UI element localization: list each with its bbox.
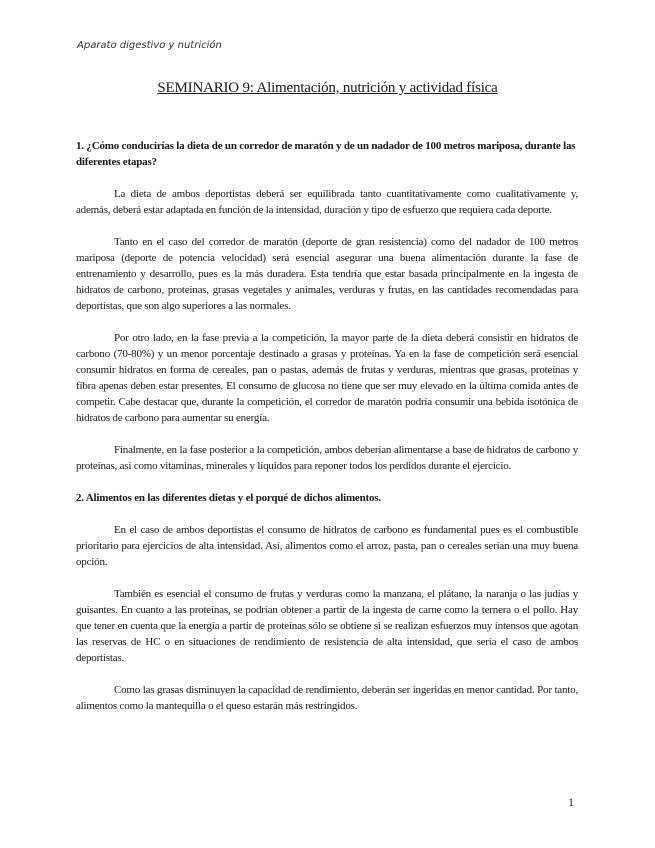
- section-2-paragraph: También es esencial el consumo de frutas y verduras como la manzana, el plátano, la naranja o las judías y guisantes. En cuanto a las proteínas, se podrían obtener a partir de la ingesta de carne como la ternera o el pollo. Hay que tener en cuenta que la energía a partir de proteínas sólo se obtiene si se realizan esfuerzos muy intensos que agotan las reservas de HC o en situaciones de rendimiento de resistencia de alta intensidad, que sería el caso de ambos deportistas.: [76, 588, 578, 664]
- section-1-heading: 1. ¿Cómo conducirías la dieta de un corredor de maratón y de un nadador de 100 metros mariposa, durante las diferentes etapas?: [76, 140, 576, 168]
- section-1-paragraph: Tanto en el caso del corredor de maratón (deporte de gran resistencia) como del nadador de 100 metros mariposa (deporte de potencia velocidad) será esencial asegurar una buena alimentación durante la fase de entrenamiento y desarrollo, pues es la más duradera. Esta tendría que estar basada principalmente en la ingesta de hidratos de carbono, proteínas, grasas vegetales y animales, verduras y frutas, en las cantidades recomendadas para deportistas, que son algo superiores a las normales.: [76, 236, 578, 312]
- section-2-heading: 2. Alimentos en las diferentes dietas y el porqué de dichos alimentos.: [76, 492, 381, 504]
- document-title: SEMINARIO 9: Alimentación, nutrición y actividad física: [157, 80, 498, 96]
- page-number: 1: [568, 795, 574, 809]
- section-1-paragraph: Finalmente, en la fase posterior a la competición, ambos deberían alimentarse a base de hidratos de carbono y proteínas, así como vitaminas, minerales y líquidos para reponer todos los perdidos durante el ejercicio.: [76, 444, 578, 472]
- running-header: Aparato digestivo y nutrición: [77, 40, 222, 51]
- document-body: [76, 138, 578, 730]
- section-2-paragraph: En el caso de ambos deportistas el consumo de hidratos de carbono es fundamental pues es el combustible prioritario para ejercicios de alta intensidad. Así, alimentos como el arroz, pasta, pan o cereales serían una muy buena opción.: [76, 524, 578, 568]
- section-1-paragraph: Por otro lado, en la fase previa a la competición, la mayor parte de la dieta deberá consistir en hidratos de carbono (70-80%) y un menor porcentaje destinado a grasas y proteínas. Ya en la fase de competición será esencial consumir hidratos en forma de cereales, pan o pastas, además de frutas y verduras, mientras que grasas, proteínas y fibra apenas deben estar presentes. El consumo de glucosa no tiene que ser muy elevado en la última comida antes de competir. Cabe destacar que, durante la competición, el corredor de maratón podría consumir una bebida isotónica de hidratos de carbono para aumentar su energía.: [76, 332, 578, 424]
- section-2-paragraph: Como las grasas disminuyen la capacidad de rendimiento, deberán ser ingeridas en menor cantidad. Por tanto, alimentos como la mantequilla o el queso estarán más restringidos.: [76, 684, 578, 712]
- section-1-paragraph: La dieta de ambos deportistas deberá ser equilibrada tanto cuantitativamente como cualitativamente y, además, deberá estar adaptada en función de la intensidad, duración y tipo de esfuerzo que requiera cada deporte.: [76, 188, 578, 216]
